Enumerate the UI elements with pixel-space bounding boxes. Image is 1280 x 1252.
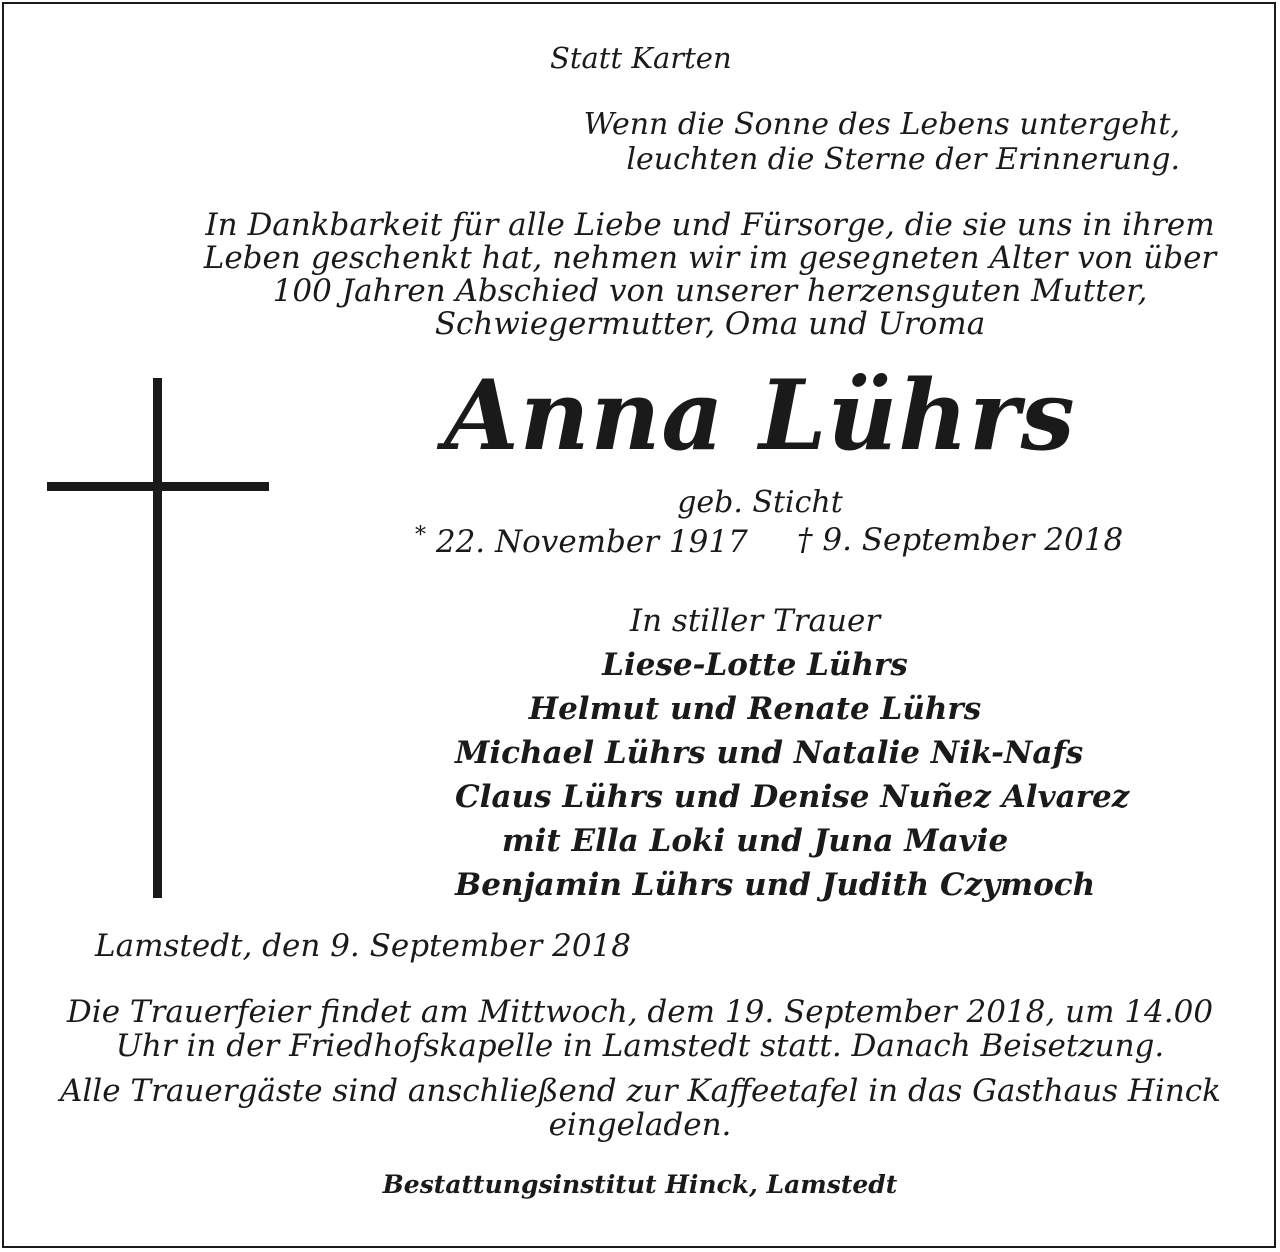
death-dagger-icon: †	[797, 522, 813, 558]
birth-date: 22. November 1917	[435, 524, 748, 560]
service-line-4: eingeladen.	[548, 1107, 732, 1143]
birth-info	[415, 525, 748, 558]
dedication-line-2: Leben geschenkt hat, nehmen wir im gesegneten Alter von über	[203, 240, 1217, 276]
service-line-1: Die Trauerfeier findet am Mittwoch, dem 19. September 2018, um 14.00	[66, 994, 1214, 1030]
death-info	[797, 522, 1124, 558]
mourner-name: Claus Lührs und Denise Nuñez Alvarez	[455, 779, 1130, 815]
cross-icon-horizontal-bar	[47, 482, 269, 491]
mourner-name: Michael Lührs und Natalie Nik-Nafs	[455, 735, 1084, 771]
service-line-3: Alle Trauergäste sind anschließend zur Kaffeetafel in das Gasthaus Hinck	[60, 1073, 1221, 1109]
service-line-2: Uhr in der Friedhofskapelle in Lamstedt statt. Danach Beisetzung.	[115, 1028, 1165, 1064]
cross-icon-vertical-bar	[153, 378, 162, 898]
death-date: 9. September 2018	[822, 522, 1124, 558]
birth-star-icon: *	[415, 523, 426, 548]
undertaker: Bestattungsinstitut Hinck, Lamstedt	[382, 1170, 898, 1199]
mourner-name: mit Ella Loki und Juna Mavie	[501, 823, 1009, 859]
mourners-title: In stiller Trauer	[629, 603, 881, 639]
motto-line-2: leuchten die Sterne der Erinnerung.	[626, 142, 1180, 177]
statt-karten: Statt Karten	[550, 41, 732, 75]
motto-line-1: Wenn die Sonne des Lebens untergeht,	[583, 107, 1180, 142]
mourner-name: Liese-Lotte Lührs	[602, 647, 908, 683]
dedication-line-3: 100 Jahren Abschied von unserer herzensguten Mutter,	[272, 273, 1148, 309]
place-date: Lamstedt, den 9. September 2018	[95, 928, 632, 964]
mourner-name: Helmut und Renate Lührs	[528, 691, 982, 727]
dedication-line-1: In Dankbarkeit für alle Liebe und Fürsorge, die sie uns in ihrem	[205, 207, 1215, 243]
dedication-line-4: Schwiegermutter, Oma und Uroma	[434, 306, 986, 342]
maiden-name: geb. Sticht	[677, 485, 843, 520]
deceased-name: Anna Lührs	[444, 359, 1076, 472]
mourner-name: Benjamin Lührs und Judith Czymoch	[455, 867, 1096, 903]
